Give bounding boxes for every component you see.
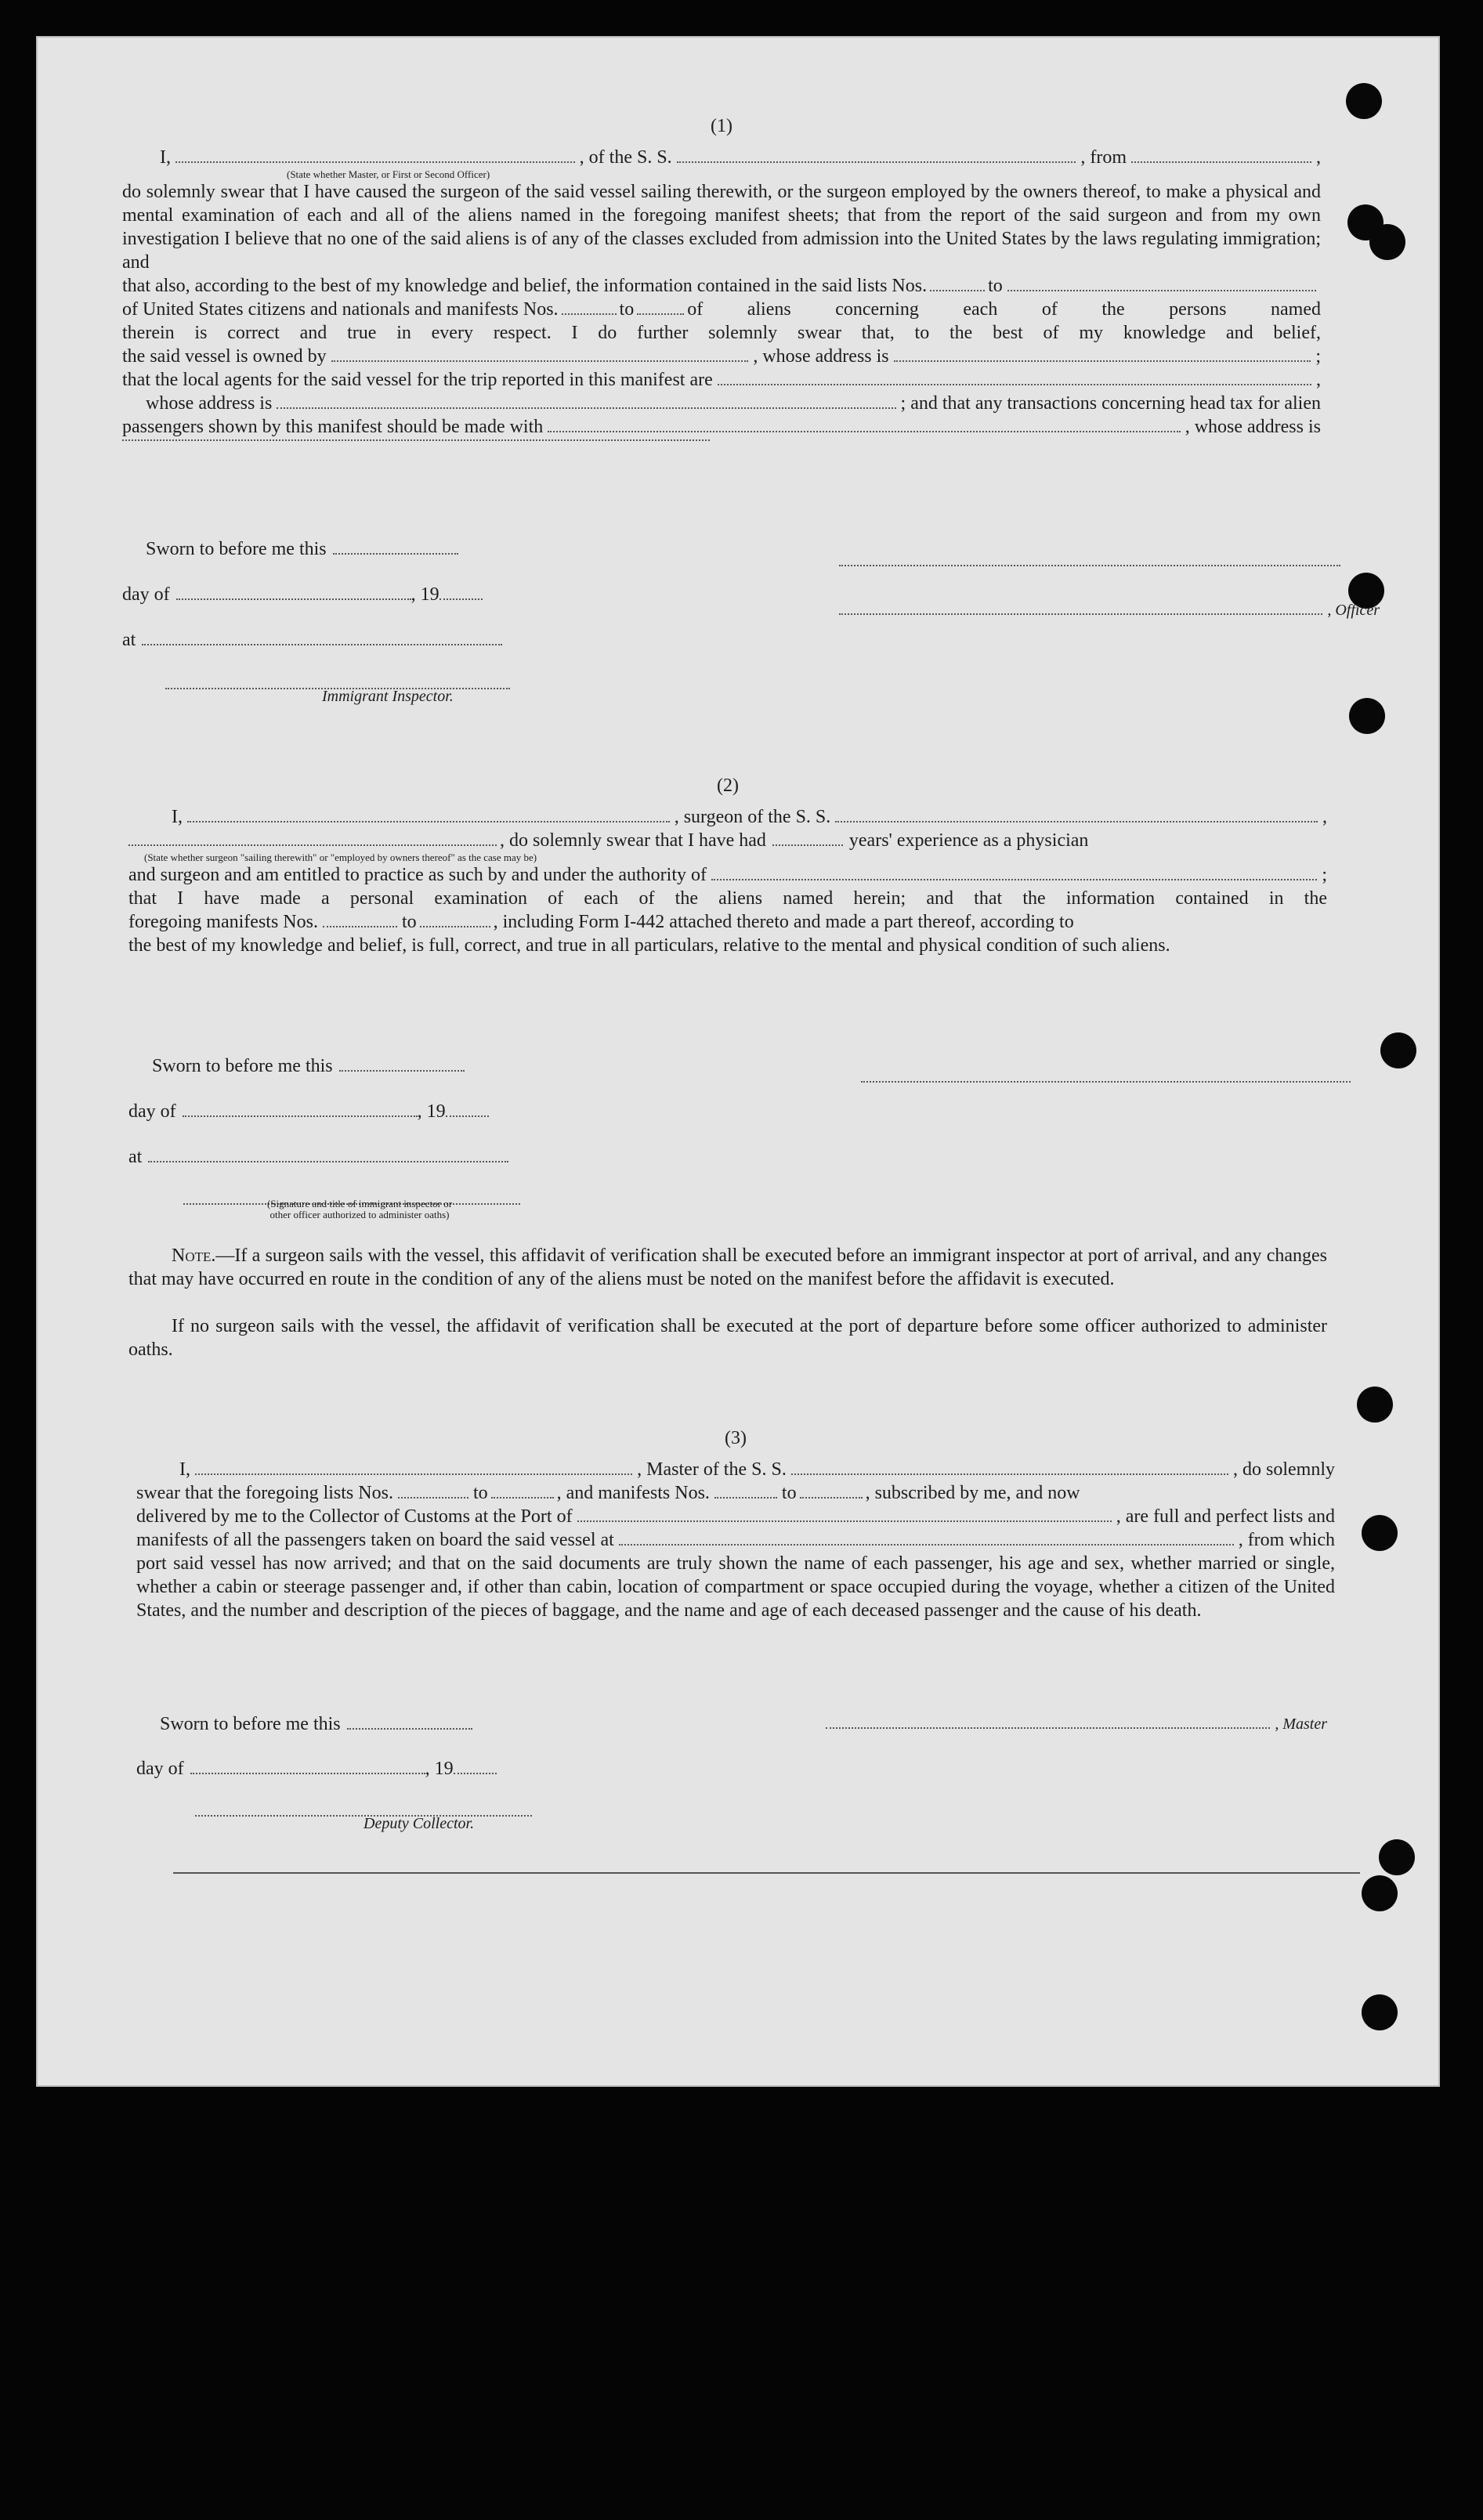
manifest-back-page xyxy=(36,36,1440,2087)
at-label: at xyxy=(122,630,136,650)
to-label: to xyxy=(401,912,417,932)
party-address-label: , whose address is xyxy=(1185,417,1321,437)
affiant-label: I, xyxy=(172,807,183,827)
affidavit-surgeon-section xyxy=(128,774,1327,1360)
lists-to-field[interactable] xyxy=(1007,289,1316,291)
from-label: , from xyxy=(1080,147,1127,168)
sworn-label: Sworn to before me this xyxy=(160,1714,341,1734)
oath-text: , do solemnly swear that I have had xyxy=(500,830,766,851)
sworn-label: Sworn to before me this xyxy=(146,539,327,559)
vessel-label: , of the S. S. xyxy=(579,147,672,168)
punch-hole xyxy=(1357,1387,1393,1423)
year-field[interactable] xyxy=(446,1115,489,1117)
subscribed-text: , subscribed by me, and now xyxy=(865,1483,1080,1503)
head-tax-text: ; and that any transactions concerning head tax for alien xyxy=(900,393,1321,414)
oath-paragraph: do solemnly swear that I have caused the surgeon of the said vessel sailing therewith, or the surgeon employed by the owners thereof, to make a physical and mental examination of each and all of the aliens named in the foregoing manifest sheets; that from the report of the said surgeon and from my own investigation I believe that no one of the said aliens is of any of the classes excluded from admission into the United States by the laws regulating immigration; and xyxy=(122,182,1321,273)
lists-label: that also, according to the best of my knowledge and belief, the information contained in the said lists Nos. xyxy=(122,276,928,296)
year-label: , 19 xyxy=(411,584,439,605)
officer-caption: , Officer xyxy=(1327,602,1380,619)
officer-signature-line[interactable] xyxy=(839,613,1322,615)
day-of-label: day of xyxy=(136,1759,184,1779)
month-field[interactable] xyxy=(176,598,411,600)
affiant-label: I, xyxy=(179,1459,190,1480)
field-hint: (State whether Master, or First or Second Officer) xyxy=(287,168,490,180)
year-label: , 19 xyxy=(417,1101,446,1122)
owner-field[interactable] xyxy=(331,360,749,362)
surgeon-signature-line[interactable] xyxy=(861,1065,1351,1089)
comma: , xyxy=(1316,370,1321,390)
oath-paragraph: that I have made a personal examination of each of the aliens named herein; and that the information contained in the xyxy=(128,888,1327,909)
owner-address-label: , whose address is xyxy=(753,346,889,367)
agents-address-label: whose address is xyxy=(146,393,273,414)
collector-caption: Deputy Collector. xyxy=(364,1815,475,1832)
surgeon-type-field[interactable] xyxy=(128,844,497,846)
signature-hint: (Signature and title of immigrant inspector or xyxy=(266,1198,453,1209)
master-signature-line[interactable] xyxy=(826,1726,1270,1729)
solemnly-text: , do solemnly xyxy=(1233,1459,1335,1480)
punch-hole xyxy=(1362,1515,1398,1551)
comma: , xyxy=(1322,807,1327,827)
boarding-port-field[interactable] xyxy=(619,1543,1234,1546)
sworn-date-field[interactable] xyxy=(339,1069,465,1072)
sworn-label: Sworn to before me this xyxy=(152,1056,333,1076)
aliens-text: of aliens concerning each of the persons named xyxy=(687,299,1321,320)
manifests-from-field[interactable] xyxy=(323,925,397,927)
years-field[interactable] xyxy=(772,844,843,846)
section-heading: (1) xyxy=(711,116,732,136)
day-of-label: day of xyxy=(128,1101,176,1122)
vessel-name-field[interactable] xyxy=(677,161,1076,163)
section-heading: (3) xyxy=(725,1428,747,1448)
sworn-date-field[interactable] xyxy=(347,1727,472,1730)
note-paragraph xyxy=(128,1244,1327,1291)
affidavit-master-section xyxy=(122,114,1380,705)
master-caption: , Master xyxy=(1275,1716,1327,1733)
semicolon: ; xyxy=(1322,865,1327,885)
affiant-label: I, xyxy=(160,147,171,168)
lists-from-field[interactable] xyxy=(930,289,985,291)
place-field[interactable] xyxy=(142,643,502,645)
punch-hole xyxy=(1362,1994,1398,2030)
month-field[interactable] xyxy=(190,1772,425,1774)
manifests-to-field[interactable] xyxy=(420,925,490,927)
head-tax-party-field[interactable] xyxy=(548,430,1180,432)
manifests-from-field[interactable] xyxy=(562,313,617,315)
surgeon-vessel-field[interactable] xyxy=(835,820,1318,823)
oath-paragraph: port said vessel has now arrived; and that on the said documents are truly shown the name of each passenger, his age and sex, whether married or single, whether a cabin or steerage passenger and, if other than cabin, location of compartment or space occupied during the voyage, whether a citizen of the United States, and the number and description of the pieces of baggage, and the name and age of each deceased passenger and the cause of his death. xyxy=(136,1553,1335,1621)
to-label: to xyxy=(781,1483,797,1503)
surgeon-vessel-label: , surgeon of the S. S. xyxy=(674,807,831,827)
manifests-to-field[interactable] xyxy=(637,313,684,315)
passengers-label: passengers shown by this manifest should be made with xyxy=(122,417,544,437)
lists-text: , are full and perfect lists and xyxy=(1116,1506,1335,1527)
oath-paragraph: the best of my knowledge and belief, is full, correct, and true in all particulars, relative to the mental and physical condition of such aliens. xyxy=(128,935,1170,956)
bottom-rule xyxy=(173,1872,1360,1874)
master-vessel-field[interactable] xyxy=(791,1473,1228,1475)
manifests-label: foregoing manifests Nos. xyxy=(128,912,318,932)
port-label: delivered by me to the Collector of Customs at the Port of xyxy=(136,1506,573,1527)
section-heading: (2) xyxy=(717,776,739,796)
affidavit-collector-section xyxy=(136,1426,1335,1832)
punch-hole xyxy=(1346,83,1382,119)
agents-address-field[interactable] xyxy=(277,407,895,409)
agents-label: that the local agents for the said vessel for the trip reported in this manifest are xyxy=(122,370,713,390)
master-signature-line[interactable] xyxy=(839,549,1340,573)
note-text: —If a surgeon sails with the vessel, this affidavit of verification shall be executed before an immigrant inspector at port of arrival, and any changes that may have occurred en route in the condition of any of the aliens must be noted on the manifest before the affidavit is executed. xyxy=(128,1246,1327,1289)
citizens-label: of United States citizens and nationals and manifests Nos. xyxy=(122,299,559,320)
day-of-label: day of xyxy=(122,584,170,605)
master-name-field[interactable] xyxy=(195,1473,632,1475)
month-field[interactable] xyxy=(183,1115,418,1117)
agents-field[interactable] xyxy=(718,383,1311,385)
lists-from-field[interactable] xyxy=(398,1496,468,1499)
authority-label: and surgeon and am entitled to practice as such by and under the authority of xyxy=(128,865,707,885)
inspector-caption: Immigrant Inspector. xyxy=(322,688,454,705)
sworn-date-field[interactable] xyxy=(333,552,458,555)
place-field[interactable] xyxy=(148,1160,508,1162)
to-label: to xyxy=(472,1483,488,1503)
field-hint: (State whether surgeon "sailing therewith" or "employed by owners thereof" as the case may be) xyxy=(144,851,537,863)
experience-text: years' experience as a physician xyxy=(848,830,1089,851)
boarded-label: manifests of all the passengers taken on board the said vessel at xyxy=(136,1530,614,1550)
manifests-from-field[interactable] xyxy=(714,1496,777,1499)
punch-hole xyxy=(1369,224,1405,260)
comma: , xyxy=(1316,147,1322,168)
punch-hole xyxy=(1362,1875,1398,1911)
note-label: Note. xyxy=(172,1246,216,1266)
oath-paragraph: therein is correct and true in every respect. I do further solemnly swear that, to the best of my knowledge and belief, xyxy=(122,323,1321,343)
master-vessel-label: , Master of the S. S. xyxy=(637,1459,787,1480)
manifests-to-field[interactable] xyxy=(800,1496,863,1499)
port-field[interactable] xyxy=(577,1520,1112,1522)
from-which-text: , from which xyxy=(1238,1530,1335,1550)
surgeon-name-field[interactable] xyxy=(187,820,670,823)
lists-label: swear that the foregoing lists Nos. xyxy=(136,1483,393,1503)
punch-hole xyxy=(1349,698,1385,734)
form-text: , including Form I-442 attached thereto and made a part thereof, according to xyxy=(493,912,1074,932)
note-paragraph: If no surgeon sails with the vessel, the affidavit of verification shall be executed at the port of departure before some officer authorized to administer oaths. xyxy=(128,1316,1327,1360)
year-field[interactable] xyxy=(439,598,483,600)
authority-field[interactable] xyxy=(711,878,1317,880)
year-field[interactable] xyxy=(454,1772,497,1774)
from-port-field[interactable] xyxy=(1131,161,1311,163)
affiant-name-field[interactable] xyxy=(175,161,575,163)
party-address-field[interactable] xyxy=(122,439,710,441)
year-label: , 19 xyxy=(425,1759,454,1779)
at-label: at xyxy=(128,1147,143,1167)
owner-label: the said vessel is owned by xyxy=(122,346,327,367)
manifests-label: , and manifests Nos. xyxy=(556,1483,710,1503)
semicolon: ; xyxy=(1315,346,1322,367)
signature-hint: other officer authorized to administer oaths) xyxy=(269,1209,450,1220)
to-label: to xyxy=(619,299,635,320)
to-label: to xyxy=(988,276,1003,296)
owner-address-field[interactable] xyxy=(894,360,1311,362)
punch-hole xyxy=(1380,1032,1416,1068)
punch-hole xyxy=(1379,1839,1415,1875)
lists-to-field[interactable] xyxy=(491,1496,554,1499)
